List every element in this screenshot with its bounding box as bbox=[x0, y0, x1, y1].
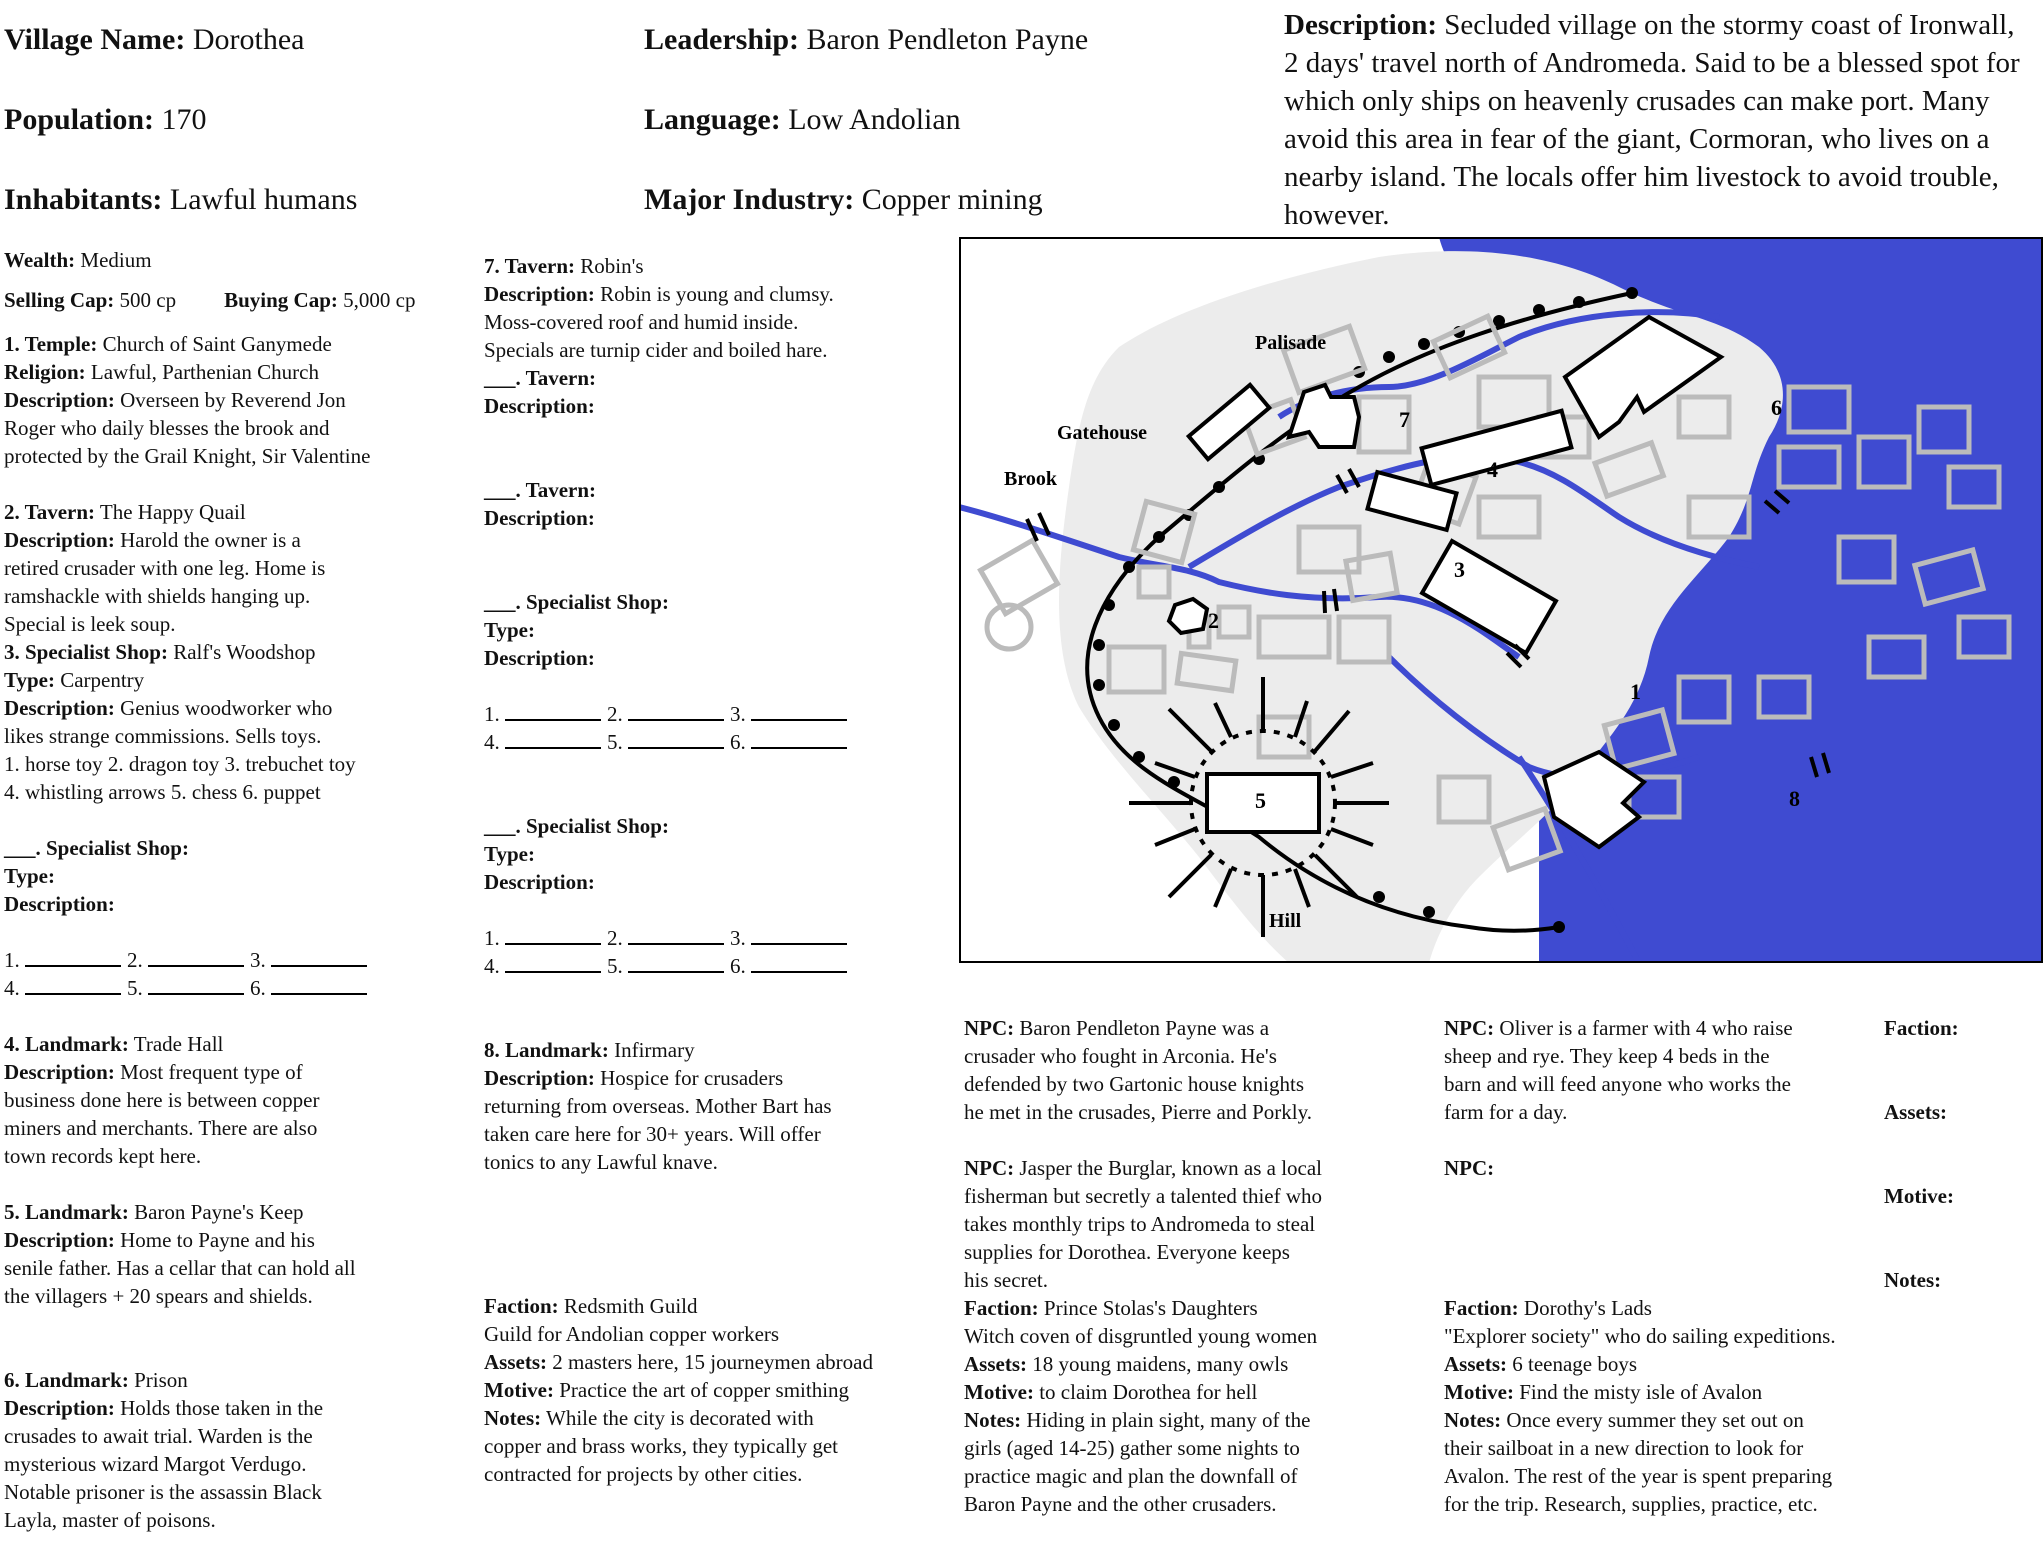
blank-shop-b: ___. Specialist Shop: Type: Description: 1. 2. 3. 4. 5. 6. bbox=[484, 812, 954, 980]
hill-label: Hill bbox=[1269, 910, 1302, 932]
village-description: Description: Secluded village on the stormy coast of Ironwall, 2 days' travel north of Andromeda. Said to be a blessed spot for which only ships on heavenly crusades can make port. Many avoid this area in fear of the giant, Cormoran, who lives on a nearby island. The locals offer him livestock to avoid trouble, however. bbox=[1284, 9, 2020, 231]
redsmith-faction: Faction: Redsmith Guild Guild for Andolian copper workers Assets: 2 masters here, 15 journeymen abroad Motive: Practice the art of copper smithing Notes: While the city is decorated with copper and brass works, they typically get contracted for projects by other cities. bbox=[484, 1294, 873, 1486]
map-number-4: 4 bbox=[1487, 457, 1498, 482]
tavern-entry: 2. Tavern: The Happy Quail Description: Harold the owner is a retired crusader with one leg. Home is ramshackle with shields hanging up. Special is leek soup. bbox=[4, 500, 326, 636]
brook-label: Brook bbox=[1004, 468, 1057, 490]
map-number-5: 5 bbox=[1255, 788, 1266, 813]
map-number-8: 8 bbox=[1789, 786, 1800, 811]
population: Population: 170 bbox=[4, 103, 207, 136]
keep-entry: 5. Landmark: Baron Payne's Keep Description: Home to Payne and his senile father. Has a cellar that can hold all the villagers + 20 spears and shields. bbox=[4, 1200, 356, 1308]
shop-entry: 3. Specialist Shop: Ralf's Woodshop Type: Carpentry Description: Genius woodworker who likes strange commissions. Sells toys. 1. horse toy 2. dragon toy 3. trebuchet toy 4. whistling arrows 5. chess 6. puppet bbox=[4, 640, 356, 804]
map-number-3: 3 bbox=[1454, 557, 1465, 582]
column-2 bbox=[484, 252, 954, 1176]
map-number-6: 6 bbox=[1771, 395, 1782, 420]
temple-entry: 1. Temple: Church of Saint Ganymede Religion: Lawful, Parthenian Church Description: Overseen by Reverend Jon Roger who daily blesses the brook and protected by the Grail Knight, Sir Valentine bbox=[4, 332, 371, 468]
leadership: Leadership: Baron Pendleton Payne bbox=[644, 23, 1089, 56]
inhabitants: Inhabitants: Lawful humans bbox=[4, 183, 358, 216]
palisade-label: Palisade bbox=[1255, 332, 1327, 354]
map-number-7: 7 bbox=[1399, 407, 1410, 432]
tavern7-entry: 7. Tavern: Robin's Description: Robin is young and clumsy. Moss-covered roof and humid inside. Specials are turnip cider and boiled hare. bbox=[484, 254, 834, 362]
blank-tavern-b: ___. Tavern: Description: bbox=[484, 478, 597, 530]
column-4 bbox=[1444, 1014, 1884, 1518]
npc-blank: NPC: bbox=[1444, 1156, 1495, 1180]
npc-jasper: NPC: Jasper the Burglar, known as a local fisherman but secretly a talented thief who takes monthly trips to Andromeda to steal supplies for Dorothea. Everyone keeps his secret. bbox=[964, 1156, 1323, 1292]
map-number-2: 2 bbox=[1208, 608, 1219, 633]
map-svg bbox=[959, 237, 2043, 963]
map-number-1: 1 bbox=[1630, 679, 1641, 704]
blank-shop-a: ___. Specialist Shop: Type: Description: 1. 2. 3. 4. 5. 6. bbox=[484, 588, 954, 756]
dorothys-lads-faction: Faction: Dorothy's Lads "Explorer society" who do sailing expeditions. Assets: 6 teenage boys Motive: Find the misty isle of Avalon Notes: Once every summer they set out on their sailboat in a new direction to look for Avalon. The rest of the year is spent preparing for the trip. Research, supplies, practice, etc. bbox=[1444, 1296, 1836, 1516]
stolas-faction: Faction: Prince Stolas's Daughters Witch coven of disgruntled young women Assets: 18 young maidens, many owls Motive: to claim Dorothea for hell Notes: Hiding in plain sight, many of the girls (aged 14-25) gather some nights to practice magic and plan the downfall of Baron Payne and the other crusaders. bbox=[964, 1296, 1318, 1516]
prison-entry: 6. Landmark: Prison Description: Holds those taken in the crusades to await trial. Warden is the mysterious wizard Margot Verdugo. Notable prisoner is the assassin Black Layla, master of poisons. bbox=[4, 1368, 324, 1532]
column-1 bbox=[4, 246, 474, 1534]
column-3 bbox=[964, 1014, 1434, 1518]
trade-hall-entry: 4. Landmark: Trade Hall Description: Most frequent type of business done here is between copper miners and merchants. There are also town records kept here. bbox=[4, 1032, 320, 1168]
language: Language: Low Andolian bbox=[644, 103, 961, 136]
caps: Selling Cap: 500 cp Buying Cap: 5,000 cp bbox=[4, 288, 416, 312]
npc-payne: NPC: Baron Pendleton Payne was a crusader who fought in Arconia. He's defended by two Gartonic house knights he met in the crusades, Pierre and Porkly. bbox=[964, 1016, 1312, 1124]
village-name: Village Name: Dorothea bbox=[4, 23, 305, 56]
column-5: Faction: Assets: Motive: Notes: bbox=[1884, 1016, 1959, 1292]
wealth: Wealth: Medium bbox=[4, 248, 152, 272]
village-map bbox=[959, 237, 2043, 963]
major-industry: Major Industry: Copper mining bbox=[644, 183, 1043, 216]
gatehouse-label: Gatehouse bbox=[1057, 422, 1147, 444]
building-2 bbox=[1169, 599, 1207, 633]
blank-tavern-a: ___. Tavern: Description: bbox=[484, 366, 597, 418]
blank-shop-entry: ___. Specialist Shop: Type: Description: 1. 2. 3. 4. 5. 6. bbox=[4, 834, 474, 1002]
infirmary-entry: 8. Landmark: Infirmary Description: Hospice for crusaders returning from overseas. Mother Bart has taken care here for 30+ years. Will offer tonics to any Lawful knave. bbox=[484, 1038, 832, 1174]
npc-oliver: NPC: Oliver is a farmer with 4 who raise sheep and rye. They keep 4 beds in the barn and will feed anyone who works the farm for a day. bbox=[1444, 1016, 1793, 1124]
